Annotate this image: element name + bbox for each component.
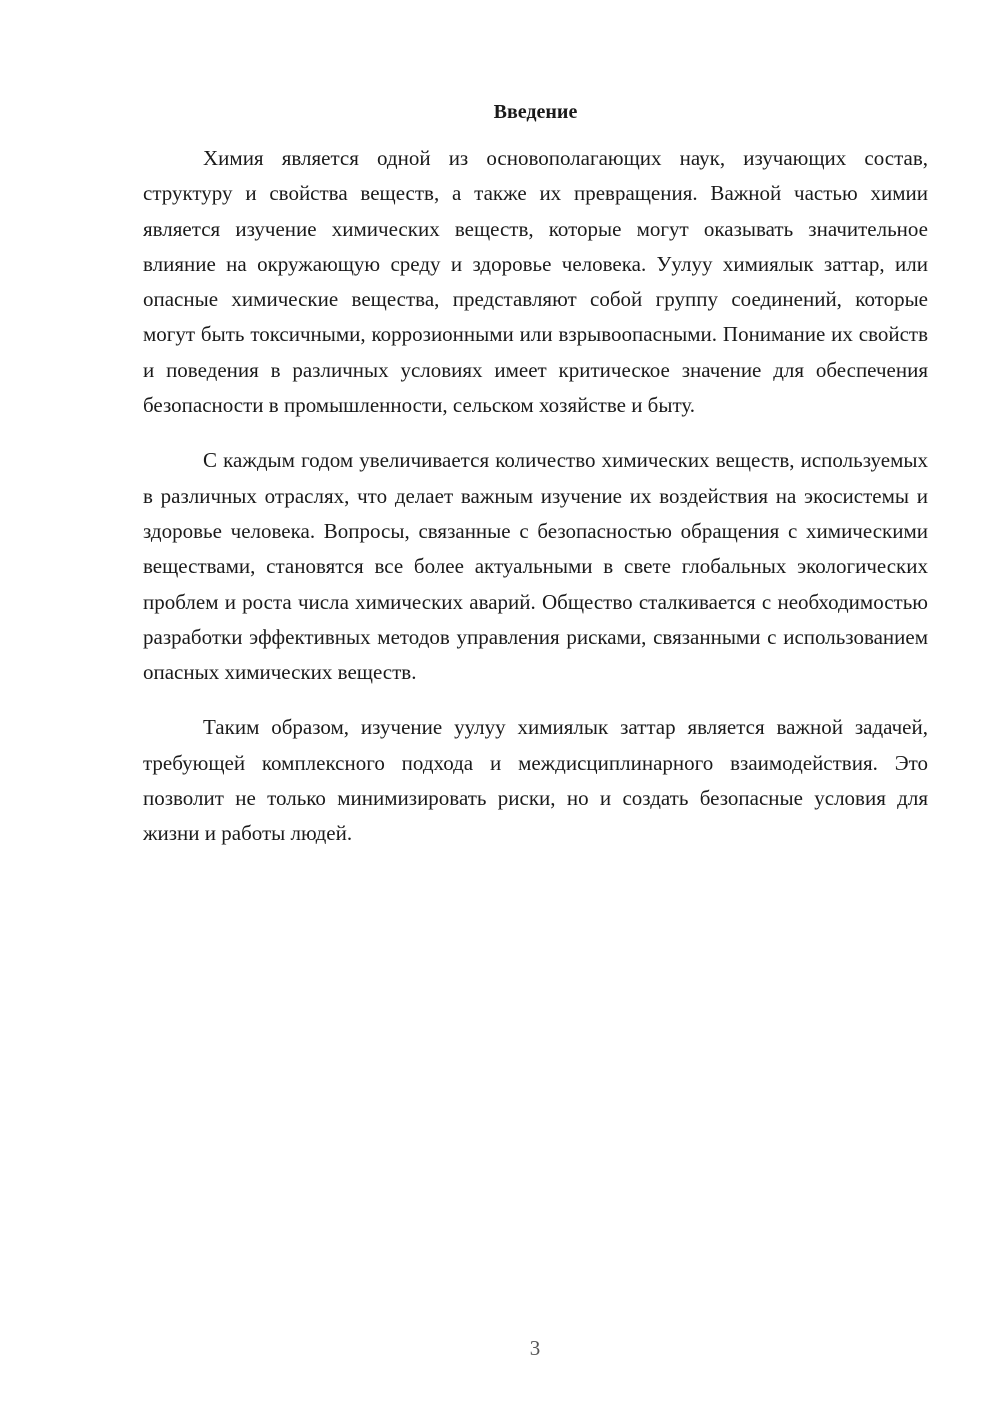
paragraph-1: Химия является одной из основополагающих наук, изучающих состав, структуру и свойства веществ, а также их превращения. Важной частью химии является изучение химических веществ, которые могут оказывать значительное влияние на окружающую среду и здоровье человека. Уулуу химиялык заттар, или опасные химические вещества, представляют собой группу соединений, которые могут быть токсичными, коррозионными или взрывоопасными. Понимание их свойств и поведения в различных условиях имеет критическое значение для обеспечения безопасности в промышленности, сельском хозяйстве и быту.: [143, 146, 928, 418]
page-number: 3: [529, 1336, 541, 1360]
body-text: [143, 141, 928, 872]
page-title: Введение: [493, 101, 578, 123]
paragraph-2: С каждым годом увеличивается количество химических веществ, используемых в различных отраслях, что делает важным изучение их воздействия на экосистемы и здоровье человека. Вопросы, связанные с безопасностью обращения с химическими веществами, становятся все более актуальными в свете глобальных экологических проблем и роста числа химических аварий. Общество сталкивается с необходимостью разработки эффективных методов управления рисками, связанными с использованием опасных химических веществ.: [143, 448, 928, 685]
paragraph-3: Таким образом, изучение уулуу химиялык заттар является важной задачей, требующей комплексного подхода и междисциплинарного взаимодействия. Это позволит не только минимизировать риски, но и создать безопасные условия для жизни и работы людей.: [143, 715, 928, 846]
